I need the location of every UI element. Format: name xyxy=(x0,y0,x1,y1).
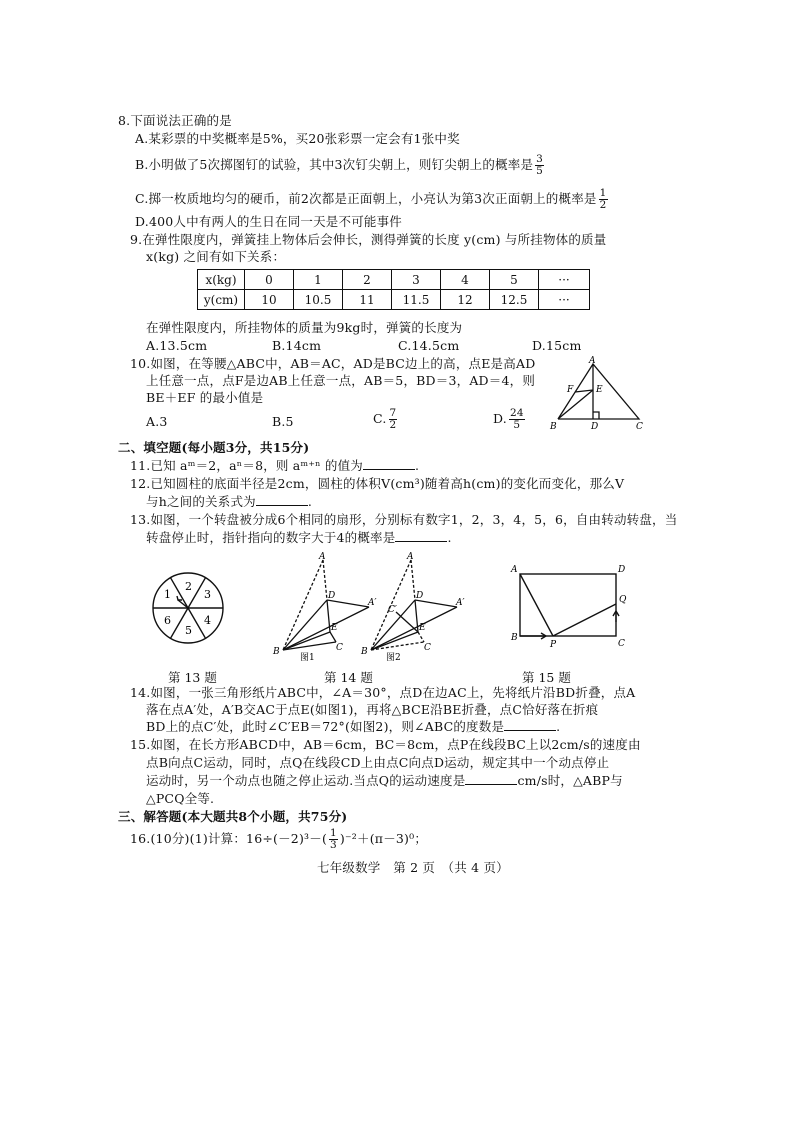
table-cell: ··· xyxy=(539,290,590,310)
table-row xyxy=(198,270,590,290)
q10-option-c xyxy=(373,408,399,431)
q14-fig2-label-c-prime: C′ xyxy=(388,605,397,615)
section-2-heading: 二、填空题(每小题3分，共15分) xyxy=(118,440,310,455)
q10-c-den: 2 xyxy=(389,419,397,431)
q8-b-fraction xyxy=(535,154,544,177)
q10-c-fraction xyxy=(389,408,398,431)
q10-option-d xyxy=(493,408,527,431)
spinner-number-1: 1 xyxy=(164,588,171,601)
q10-option-d-label: D. xyxy=(493,411,507,426)
caption-q13: 第 13 题 xyxy=(168,670,217,685)
section-3-heading: 三、解答题(本大题共8个小题，共75分) xyxy=(118,809,348,824)
table-cell: y(cm) xyxy=(198,290,245,310)
table-cell: 3 xyxy=(392,270,441,290)
q8-option-a: A.某彩票的中奖概率是5%，买20张彩票一定会有1张中奖 xyxy=(135,131,460,146)
q8-option-c-text: C.掷一枚质地均匀的硬币，前2次都是正面朝上，小亮认为第3次正面朝上的概率是 xyxy=(135,191,597,206)
spinner-number-3: 3 xyxy=(204,588,211,601)
q14-line3 xyxy=(146,719,560,735)
q15-label-b: B xyxy=(511,633,518,643)
spinner-number-5: 5 xyxy=(185,624,192,637)
q10-label-f: F xyxy=(567,385,574,395)
q11-end: . xyxy=(415,458,420,473)
q10-label-c: C xyxy=(636,422,643,432)
spinner-number-6: 6 xyxy=(164,614,171,627)
q13-end: . xyxy=(447,530,452,545)
q10-line3: BE＋EF 的最小值是 xyxy=(146,390,264,405)
q8-option-c xyxy=(135,188,610,211)
q10-triangle-figure xyxy=(548,352,648,432)
q16-post: )⁻²＋(π－3)⁰； xyxy=(339,831,428,846)
q14-fig2-label-a-prime: A′ xyxy=(456,598,465,608)
q13-answer-blank xyxy=(395,530,447,542)
table-cell: 10 xyxy=(245,290,294,310)
q8-option-b xyxy=(135,154,546,177)
table-cell: x(kg) xyxy=(198,270,245,290)
q14-fold-figure xyxy=(266,550,476,665)
q15-label-a: A xyxy=(511,565,518,575)
q15-answer-blank xyxy=(465,773,517,785)
q8-option-d: D.400人中有两人的生日在同一天是不可能事件 xyxy=(135,214,403,229)
q14-line2: 落在点A′处，A′B交AC于点E(如图1)，再将△BCE沿BE折叠，点C恰好落在折痕 xyxy=(146,702,599,717)
q9-option-c: C.14.5cm xyxy=(398,338,460,353)
q8-option-b-text: B.小明做了5次掷图钉的试验，其中3次钉尖朝上，则钉尖朝上的概率是 xyxy=(135,157,534,172)
q9-option-a: A.13.5cm xyxy=(146,338,208,353)
q15-rectangle-figure xyxy=(505,560,630,648)
q9-option-b: B.14cm xyxy=(272,338,322,353)
table-cell: ··· xyxy=(539,270,590,290)
q14-fig2-label-b: B xyxy=(361,647,368,657)
q14-answer-blank xyxy=(504,719,556,731)
q10-option-b: B.5 xyxy=(272,414,294,429)
q15-label-p: P xyxy=(550,640,557,648)
q9-line2: x(kg) 之间有如下关系： xyxy=(146,249,286,264)
q14-fig1-label-c: C xyxy=(336,643,343,653)
table-cell: 5 xyxy=(490,270,539,290)
q14-line1: 14.如图，一张三角形纸片ABC中，∠A＝30°，点D在边AC上，先将纸片沿BD折叠，点A xyxy=(130,685,636,700)
q10-line1: 10.如图，在等腰△ABC中，AB＝AC，AD是BC边上的高，点E是高AD xyxy=(130,356,536,371)
q13-line2-text: 转盘停止时，指针指向的数字大于4的概率是 xyxy=(146,530,396,545)
q10-label-a: A xyxy=(589,356,596,366)
q14-fig1-caption: 图1 xyxy=(300,653,315,663)
q12-end: . xyxy=(307,494,313,509)
table-cell: 11 xyxy=(343,290,392,310)
q14-fig2-label-e: E xyxy=(419,623,426,633)
caption-q14: 第 14 题 xyxy=(324,670,373,685)
q14-fig1-label-d: D xyxy=(328,591,336,601)
q16-pre: 16.(10分)(1)计算：16÷(－2)³－( xyxy=(130,831,328,846)
q15-line3-text-b: cm/s时，△ABP与 xyxy=(517,773,623,788)
q13-spinner-figure xyxy=(150,570,226,646)
q8-stem: 8.下面说法正确的是 xyxy=(118,113,232,128)
q8-b-den: 5 xyxy=(536,165,544,177)
q8-c-num: 1 xyxy=(599,187,607,199)
q11 xyxy=(130,458,419,474)
q13-line1: 13.如图，一个转盘被分成6个相同的扇形，分别标有数字1，2，3，4，5，6，自由转动转盘，当 xyxy=(130,512,678,527)
q15-line4: △PCQ全等. xyxy=(146,791,215,806)
q14-fig2-label-a: A xyxy=(407,552,414,562)
q11-text: 11.已知 aᵐ＝2，aⁿ＝8，则 aᵐ⁺ⁿ 的值为 xyxy=(130,458,364,473)
q16 xyxy=(130,828,427,851)
q15-label-d: D xyxy=(618,565,626,575)
table-cell: 12.5 xyxy=(490,290,539,310)
q16-den: 3 xyxy=(330,839,337,851)
q15-line3 xyxy=(146,773,623,789)
q10-option-c-label: C. xyxy=(373,411,387,426)
q10-label-b: B xyxy=(550,422,557,432)
caption-q15: 第 15 题 xyxy=(522,670,571,685)
q10-line2: 上任意一点，点F是边AB上任意一点，AB＝5，BD＝3，AD＝4，则 xyxy=(146,373,536,388)
q14-fig1-label-e: E xyxy=(331,623,338,633)
table-cell: 0 xyxy=(245,270,294,290)
q10-d-num: 24 xyxy=(509,407,524,419)
table-cell: 11.5 xyxy=(392,290,441,310)
q10-option-a: A.3 xyxy=(146,414,168,429)
q15-line2: 点B向点C运动，同时，点Q在线段CD上由点C向点D运动，规定其中一个动点停止 xyxy=(146,755,610,770)
spinner-number-2: 2 xyxy=(185,580,192,593)
q15-label-q: Q xyxy=(619,595,627,605)
q8-c-fraction xyxy=(599,188,608,211)
q10-d-fraction xyxy=(509,408,525,431)
q8-c-den: 2 xyxy=(599,199,607,211)
q10-label-e: E xyxy=(596,385,603,395)
q10-c-num: 7 xyxy=(389,407,397,419)
page-footer: 七年级数学 第 2 页 （共 4 页） xyxy=(317,860,509,875)
q14-fig2-caption: 图2 xyxy=(386,653,401,663)
q14-fig1-label-a-prime: A′ xyxy=(368,598,377,608)
table-cell: 2 xyxy=(343,270,392,290)
q12-line1: 12.已知圆柱的底面半径是2cm，圆柱的体积V(cm³)随着高h(cm)的变化而变化，那么V xyxy=(130,476,625,491)
spinner-number-4: 4 xyxy=(204,614,211,627)
table-cell: 10.5 xyxy=(294,290,343,310)
q9-option-d: D.15cm xyxy=(532,338,582,353)
table-cell: 1 xyxy=(294,270,343,290)
q10-d-den: 5 xyxy=(513,419,521,431)
q15-label-c: C xyxy=(618,639,625,648)
q13-line2 xyxy=(146,530,452,546)
table-row xyxy=(198,290,590,310)
q11-answer-blank xyxy=(363,458,415,470)
q12-answer-blank xyxy=(256,494,308,506)
table-cell: 4 xyxy=(441,270,490,290)
q8-b-num: 3 xyxy=(536,153,544,165)
q9-table xyxy=(197,269,590,310)
q9-line3: 在弹性限度内，所挂物体的质量为9kg时，弹簧的长度为 xyxy=(146,320,463,335)
q15-line3-text-a: 运动时，另一个动点也随之停止运动.当点Q的运动速度是 xyxy=(146,773,466,788)
q14-end: . xyxy=(556,719,561,734)
q14-fig1-label-a: A xyxy=(319,552,326,562)
q9-line1: 9.在弹性限度内，弹簧挂上物体后会伸长，测得弹簧的长度 y(cm) 与所挂物体的质量 xyxy=(130,232,607,247)
q16-num: 1 xyxy=(330,827,337,839)
q10-label-d: D xyxy=(591,422,599,432)
q14-fig2-label-c: C xyxy=(424,643,431,653)
q12-line2 xyxy=(146,494,312,510)
q14-fig2-label-d: D xyxy=(416,591,424,601)
q14-line3-text: BD上的点C′处，此时∠C′EB＝72°(如图2)，则∠ABC的度数是 xyxy=(146,719,505,734)
table-cell: 12 xyxy=(441,290,490,310)
q16-fraction xyxy=(329,828,338,851)
q15-line1: 15.如图，在长方形ABCD中，AB＝6cm，BC＝8cm，点P在线段BC上以2cm/s的速度由 xyxy=(130,737,641,752)
q14-fig1-label-b: B xyxy=(273,647,280,657)
q12-line2-text: 与h之间的关系式为 xyxy=(146,494,256,509)
